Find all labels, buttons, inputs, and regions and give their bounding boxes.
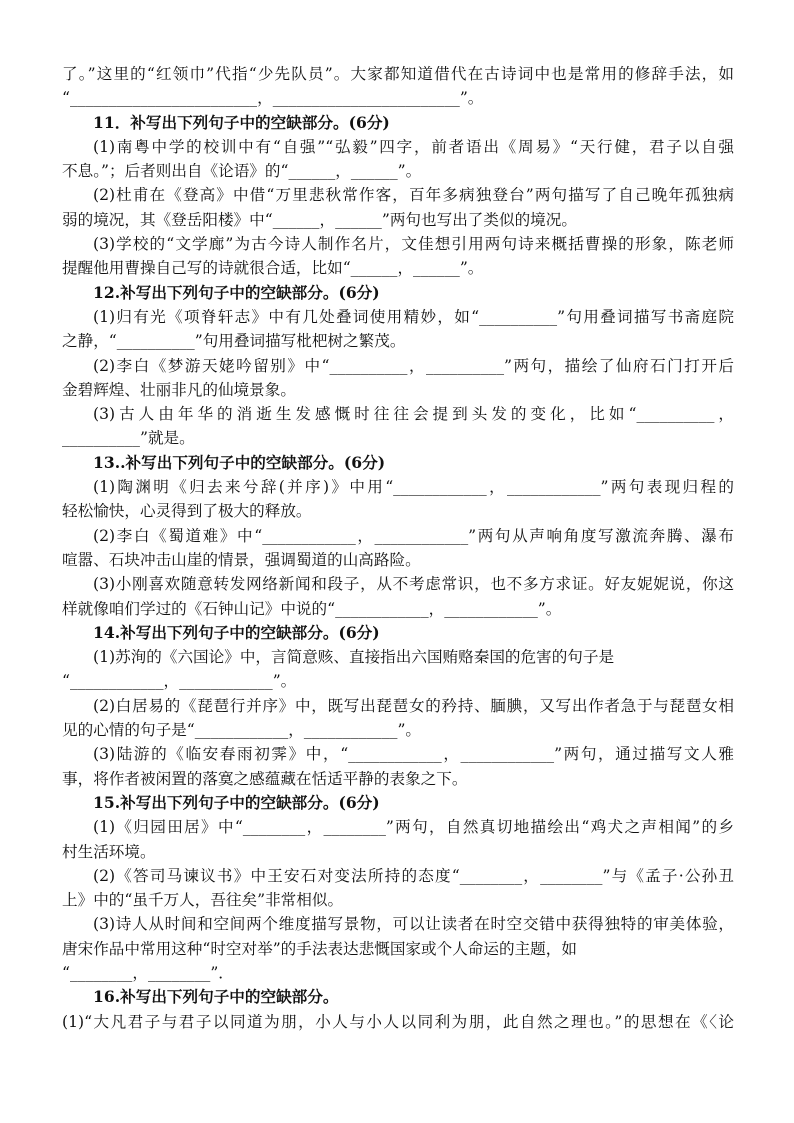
text-line: (2)李白《蜀道难》中“____________，____________”两句从声响角度写激流奔腾、瀑布 <box>93 526 734 545</box>
text-line: (1)苏洵的《六国论》中，言简意赅、直接指出六国贿赂秦国的危害的句子是 <box>93 648 615 667</box>
text-line: (3)古人由年华的消逝生发感慨时往往会提到头发的变化，比如“__________， <box>93 405 734 424</box>
text-line: 事，将作者被闲置的落寞之感蕴藏在恬适平静的表象之下。 <box>62 769 468 788</box>
text-line: 喧嚣、石块冲击山崖的情景，强调蜀道的山高路险。 <box>62 550 421 569</box>
question-heading: 14.补写出下列句子中的空缺部分。(6分) <box>93 622 380 642</box>
text-line: “________，________”． <box>62 963 234 982</box>
question-heading: 11．补写出下列句子中的空缺部分。(6分) <box>93 112 390 132</box>
text-line: “____________，____________”。 <box>62 672 297 691</box>
text-line: (1)南粤中学的校训中有“自强”“弘毅”四字，前者语出《周易》“天行健，君子以自强 <box>93 137 734 156</box>
question-heading: 13..补写出下列句子中的空缺部分。(6分) <box>93 452 386 472</box>
text-line: 村生活环境。 <box>62 842 156 861</box>
text-line: (2)白居易的《琵琶行并序》中，既写出琵琶女的矜持、腼腆，又写出作者急于与琵琶女相 <box>93 696 734 715</box>
text-line: (2)李白《梦游天姥吟留别》中“__________，__________”两句，描绘了仙府石门打开后 <box>93 356 734 375</box>
text-line: 见的心情的句子是“____________，____________”。 <box>62 721 422 740</box>
text-line: (1)归有光《项脊轩志》中有几处叠词使用精妙，如“__________”句用叠词描写书斋庭院 <box>93 307 734 326</box>
text-line: (3)学校的“文学廊”为古今诗人制作名片，文佳想引用两句诗来概括曹操的形象，陈老师 <box>93 235 734 254</box>
text-line: 样就像咱们学过的《石钟山记》中说的“____________，____________”。 <box>62 599 562 618</box>
text-line: (3)诗人从时间和空间两个维度描写景物，可以让读者在时空交错中获得独特的审美体验， <box>93 915 734 934</box>
question-heading: 15.补写出下列句子中的空缺部分。(6分) <box>93 792 380 812</box>
text-line: 不息。”；后者则出自《论语》的“______，______”。 <box>62 162 422 181</box>
text-line: 弱的境况，其《登岳阳楼》中“______，______”两句也写出了类似的境况。 <box>62 210 577 229</box>
text-line: 金碧辉煌、壮丽非凡的仙境景象。 <box>62 380 296 399</box>
text-line: __________”就是。 <box>62 429 195 448</box>
text-line: (3)陆游的《临安春雨初霁》中，“____________，____________”两句，通过描写文人雅 <box>93 745 734 764</box>
text-line: 上》中的“虽千万人，吾往矣”非常相似。 <box>62 891 344 910</box>
text-line: 唐宋作品中常用这种“时空对举”的手法表达悲慨国家或个人命运的主题，如 <box>62 939 577 958</box>
text-line: 之静，“__________”句用叠词描写枇杷树之繁茂。 <box>62 332 406 351</box>
text-line: (2)杜甫在《登高》中借“万里悲秋常作客，百年多病独登台”两句描写了自己晚年孤独病 <box>93 186 734 205</box>
text-line: 轻松愉快，心灵得到了极大的释放。 <box>62 502 312 521</box>
question-heading: 12.补写出下列句子中的空缺部分。(6分) <box>93 282 380 302</box>
text-line: “________________________，________________________”。 <box>62 89 484 108</box>
document-body <box>62 62 734 1034</box>
text-line: (2)《答司马谏议书》中王安石对变法所持的态度“________，________”与《孟子·公孙丑 <box>93 866 734 885</box>
text-line: (1)《归园田居》中“________，________”两句，自然真切地描绘出“鸡犬之声相闻”的乡 <box>93 818 734 837</box>
text-line: (1)“大凡君子与君子以同道为朋，小人与小人以同利为朋，此自然之理也。”的思想在《〈论 <box>62 1012 734 1031</box>
text-line: 提醒他用曹操自己写的诗就很合适，比如“______，______”。 <box>62 259 484 278</box>
text-line: 了。”这里的“红领巾”代指“少先队员”。大家都知道借代在古诗词中也是常用的修辞手法，如 <box>62 65 734 83</box>
text-line: (1)陶渊明《归去来兮辞(并序)》中用“____________，____________”两句表现归程的 <box>93 478 734 497</box>
text-line: (3)小刚喜欢随意转发网络新闻和段子，从不考虑常识，也不多方求证。好友妮妮说，你这 <box>93 575 734 594</box>
question-heading: 16.补写出下列句子中的空缺部分。 <box>93 987 339 1007</box>
